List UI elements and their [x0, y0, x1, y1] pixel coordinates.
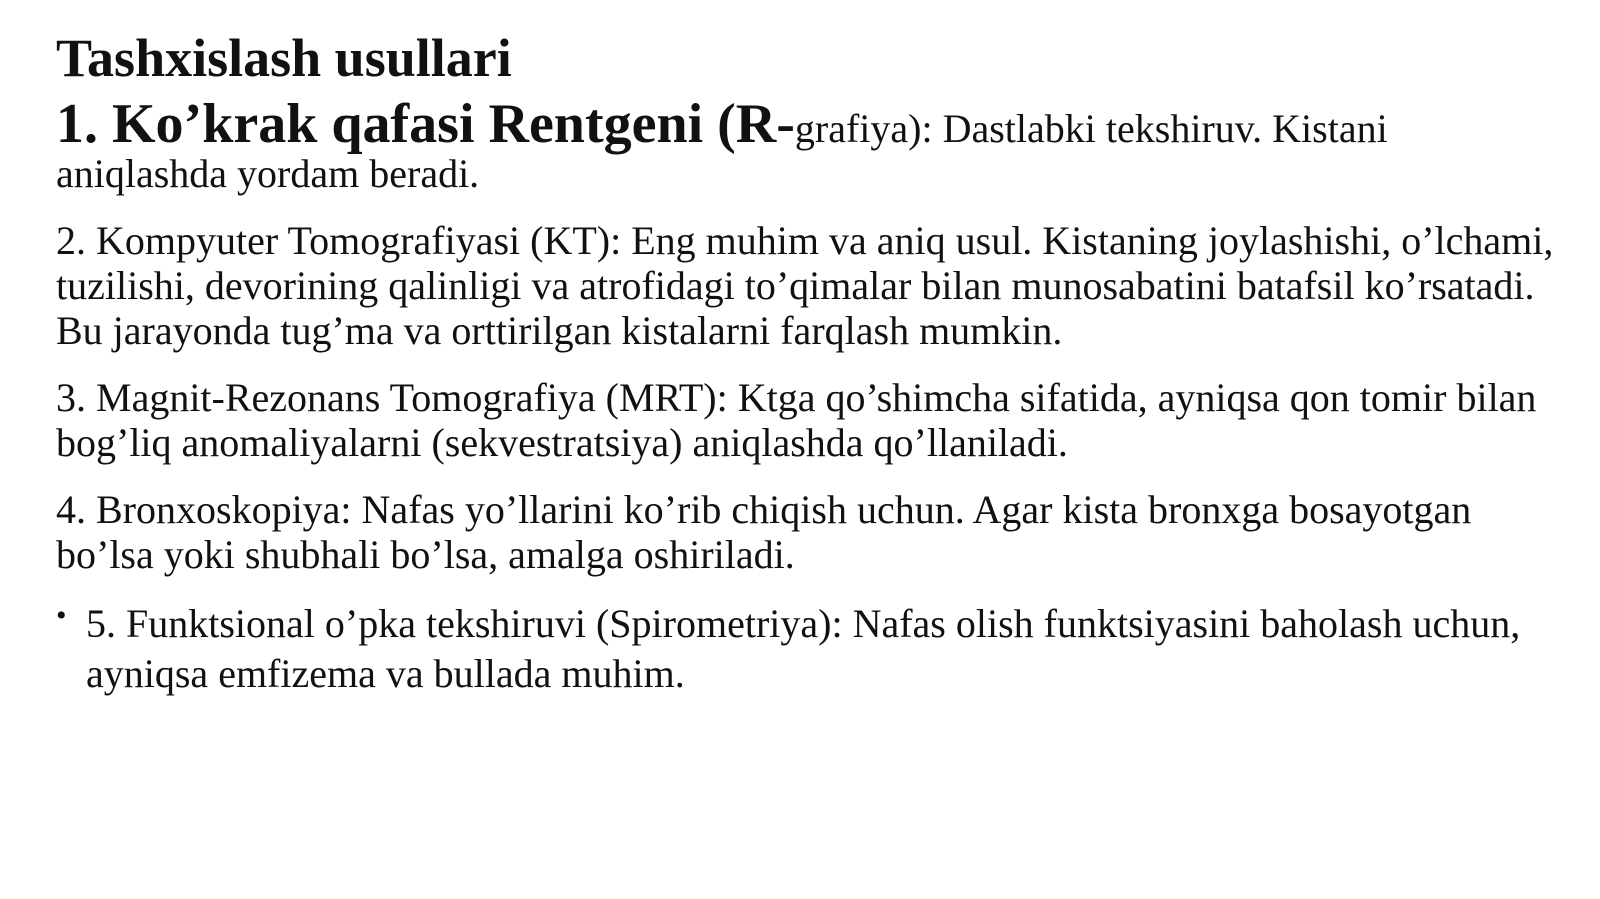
item-5-paragraph: 5. Funktsional o’pka tekshiruvi (Spirometriya): Nafas olish funktsiyasini baholash uchun, ayniqsa emfizema va bullada muhim. — [86, 601, 1521, 696]
item-4-paragraph: 4. Bronxoskopiya: Nafas yo’llarini ko’rib chiqish uchun. Agar kista bronxga bosayotgan bo’lsa yoki shubhali bo’lsa, amalga oshiriladi. — [56, 487, 1472, 577]
slide-title: Tashxislash usullari — [56, 28, 512, 88]
item-1-lead-small: grafiya) — [794, 106, 922, 151]
item-1-text: : Dastlabki tekshiruv. Kistani aniqlashda yordam beradi. — [56, 106, 1388, 196]
item-3-paragraph: 3. Magnit-Rezonans Tomografiya (MRT): Ktga qo’shimcha sifatida, ayniqsa qon tomir bilan bog’liq anomaliyalarni (sekvestratsiya) aniqlashda qo’llaniladi. — [56, 375, 1537, 465]
item-1-paragraph — [56, 93, 1556, 196]
item-1-lead: 1. Ko’krak qafasi Rentgeni (R- — [56, 93, 795, 155]
bullet-icon: • — [56, 599, 67, 632]
item-2-paragraph: 2. Kompyuter Tomografiyasi (KT): Eng muhim va aniq usul. Kistaning joylashishi, o’lchami, tuzilishi, devorining qalinligi va atrofidagi to’qimalar bilan munosabatini batafsil ko’rsatadi. Bu jarayonda tug’ma va orttirilgan kistalarni farqlash mumkin. — [56, 218, 1554, 353]
slide-content — [56, 28, 1556, 699]
item-5-bullet-row — [56, 599, 1556, 699]
